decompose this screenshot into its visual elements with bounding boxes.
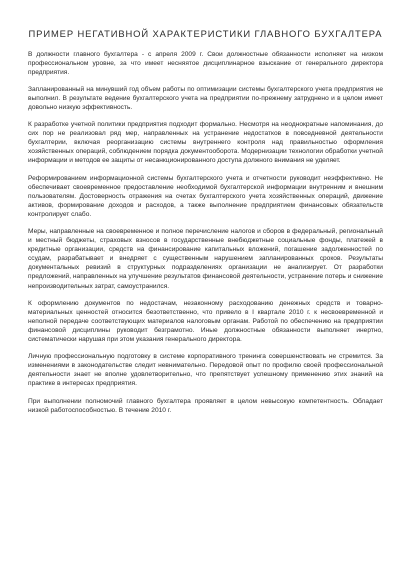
paragraph: К оформлению документов по недостачам, незаконному расходованию денежных средств и товарно-материальных ценностей относится безответственно, что привело в I квартале 2010 г. к несвоевременной и неполной передаче соответствующих материалов налоговым органам. Работой по обеспечению на предприятии финансовой дисциплины руководит безграмотно. Иные должностные обязанности выполняет инертно, систематически нарушая при этом указания генерального директора. (28, 299, 383, 344)
paragraph: При выполнении полномочий главного бухгалтера проявляет в целом невысокую компетентность. Обладает низкой работоспособностью. В течение 2010 г. (28, 397, 383, 414)
paragraph: Запланированный на минувший год объем работы по оптимизации системы бухгалтерского учета предприятия не выполнил. В результате ведение бухгалтерского учета на предприятии по-прежнему затруднено и в целом имеет довольно низкую эффективность. (28, 85, 383, 111)
paragraph: Личную профессиональную подготовку в системе корпоративного тренинга совершенствовать не стремится. За изменениями в законодательстве следит невнимательно. Передовой опыт по профилю своей профессиональной деятельности знает не вполне удовлетворительно, что препятствует успешному применению этих знаний на практике в интересах предприятия. (28, 353, 383, 388)
paragraph: Меры, направленные на своевременное и полное перечисление налогов и сборов в федеральный, региональный и местный бюджеты, страховых взносов в государственные внебюджетные социальные фонды, платежей в кредитные организации, средств на финансирование капитальных вложений, погашение задолженностей по ссудам, разрабатывает и внедряет с существенным нарушением запланированных сроков. Результаты документальных ревизий в структурных подразделениях организации не анализирует. От разработки предложений, направленных на улучшение результатов финансовой деятельности, устранение потерь и снижение непроизводительных затрат, самоустранился. (28, 228, 383, 290)
paragraph: Реформированием информационной системы бухгалтерского учета и отчетности руководит неэффективно. Не обеспечивает своевременное предоставление необходимой бухгалтерской информации внутренним и внешним пользователям. Достоверность отражения на счетах бухгалтерского учета хозяйственных операций, движение активов, формирование доходов и расходов, а также выполнение предприятием финансовых обязательств контролирует слабо. (28, 174, 383, 218)
document-title: ПРИМЕР НЕГАТИВНОЙ ХАРАКТЕРИСТИКИ ГЛАВНОГО БУХГАЛТЕРА (28, 28, 383, 39)
paragraph: К разработке учетной политики предприятия подходит формально. Несмотря на неоднократные напоминания, до сих пор не реализовал ряд мер, направленных на устранение недостатков в повседневной деятельности бухгалтерии, включая реорганизацию системы внутреннего контроля над правильностью оформления хозяйственных операций, соблюдением порядка документооборота. Модернизации технологии обработки учетной информации и методов ее защиты от несанкционированного доступа должного внимания не уделяет. (28, 121, 383, 165)
paragraph: В должности главного бухгалтера - с апреля 2009 г. Свои должностные обязанности исполняет на низком профессиональном уровне, за что имеет несняятое дисциплинарное взыскание от генерального директора предприятия. (28, 50, 383, 76)
